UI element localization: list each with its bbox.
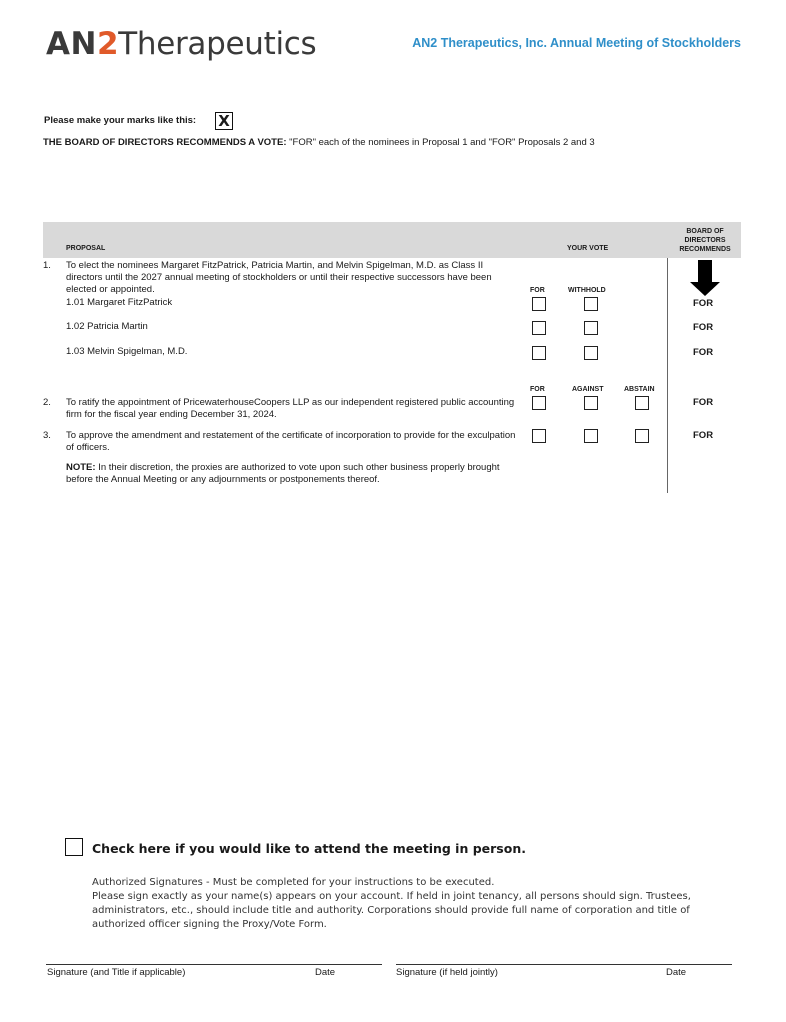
proposal-1-number: 1.	[43, 260, 51, 271]
marks-instruction: Please make your marks like this:	[44, 115, 197, 126]
table-header	[43, 222, 668, 258]
proposal-3-number: 3.	[43, 430, 51, 441]
col-your-vote: YOUR VOTE	[567, 245, 609, 252]
signature-line-2[interactable]	[396, 964, 732, 965]
note-label: NOTE:	[66, 462, 96, 473]
recommendation-bold: THE BOARD OF DIRECTORS RECOMMENDS A VOTE:	[43, 137, 287, 148]
proposal-3-text: To approve the amendment and restatement of the certificate of incorporation to provide for the exculpation of officers.	[66, 430, 516, 453]
nominee-2-for-checkbox[interactable]	[532, 321, 546, 335]
label-for-2: FOR	[530, 386, 545, 393]
col-proposal: PROPOSAL	[66, 245, 106, 252]
nominee-3-recommendation: FOR	[693, 347, 714, 358]
attend-label: Check here if you would like to attend the meeting in person.	[92, 841, 526, 856]
label-abstain: ABSTAIN	[624, 386, 655, 393]
board-recommendation	[43, 137, 595, 148]
note	[66, 462, 516, 486]
logo-two: 2	[96, 26, 119, 62]
authorization-line-1: Authorized Signatures - Must be completed for your instructions to be executed.	[92, 877, 495, 888]
proposal-3-recommendation: FOR	[693, 430, 714, 441]
logo-an: AN	[46, 26, 97, 62]
proposal-2-number: 2.	[43, 397, 51, 408]
proposal-3-against-checkbox[interactable]	[584, 429, 598, 443]
attend-checkbox[interactable]	[65, 838, 83, 856]
nominee-1-for-checkbox[interactable]	[532, 297, 546, 311]
company-logo	[46, 26, 316, 62]
authorization-line-2: Please sign exactly as your name(s) appears on your account. If held in joint tenancy, all persons should sign. Trustees, administrators, etc., should include title and authority. Corporations should provide full name of corporation and title of authorized officer signing the Proxy/Vote Form.	[92, 891, 691, 930]
proposal-2-abstain-checkbox[interactable]	[635, 396, 649, 410]
note-text: In their discretion, the proxies are authorized to vote upon such other business properly brought before the Annual Meeting or any adjournments or postponements thereof.	[66, 462, 500, 485]
nominee-1-recommendation: FOR	[693, 298, 714, 309]
proposal-2-for-checkbox[interactable]	[532, 396, 546, 410]
date-2-label: Date	[666, 967, 687, 978]
table-divider	[667, 258, 668, 493]
proposal-2-recommendation: FOR	[693, 397, 714, 408]
recommendation-text: "FOR" each of the nominees in Proposal 1 and "FOR" Proposals 2 and 3	[286, 137, 595, 148]
nominee-3-withhold-checkbox[interactable]	[584, 346, 598, 360]
nominee-2-withhold-checkbox[interactable]	[584, 321, 598, 335]
proposal-1-text: To elect the nominees Margaret FitzPatrick, Patricia Martin, and Melvin Spigelman, M.D. as Class II directors until the 2027 annual meeting of stockholders or until their respective successors have been elected or appointed.	[66, 260, 492, 295]
nominee-3-for-checkbox[interactable]	[532, 346, 546, 360]
signature-line-1[interactable]	[46, 964, 382, 965]
nominee-1-withhold-checkbox[interactable]	[584, 297, 598, 311]
col-board-recommends: BOARD OF DIRECTORS RECOMMENDS	[679, 228, 731, 253]
nominee-1-label: 1.01 Margaret FitzPatrick	[66, 297, 173, 308]
arrow-down-icon	[690, 260, 720, 296]
nominee-2-recommendation: FOR	[693, 322, 714, 333]
proposal-2-against-checkbox[interactable]	[584, 396, 598, 410]
label-for: FOR	[530, 287, 545, 294]
page-title: AN2 Therapeutics, Inc. Annual Meeting of Stockholders	[412, 36, 741, 50]
nominee-2-label: 1.02 Patricia Martin	[66, 321, 148, 332]
label-withhold: WITHHOLD	[568, 287, 606, 294]
nominee-3-label: 1.03 Melvin Spigelman, M.D.	[66, 346, 188, 357]
mark-example-box: X	[215, 112, 233, 130]
logo-therapeutics: Therapeutics	[118, 26, 317, 62]
authorization-text	[92, 876, 692, 932]
proposal-3-abstain-checkbox[interactable]	[635, 429, 649, 443]
label-against: AGAINST	[572, 386, 604, 393]
proposal-3-for-checkbox[interactable]	[532, 429, 546, 443]
proposal-2-text: To ratify the appointment of PricewaterhouseCoopers LLP as our independent registered public accounting firm for the fiscal year ending December 31, 2024.	[66, 397, 515, 420]
signature-2-label: Signature (if held jointly)	[396, 967, 498, 978]
date-1-label: Date	[315, 967, 336, 978]
signature-1-label: Signature (and Title if applicable)	[47, 967, 186, 978]
